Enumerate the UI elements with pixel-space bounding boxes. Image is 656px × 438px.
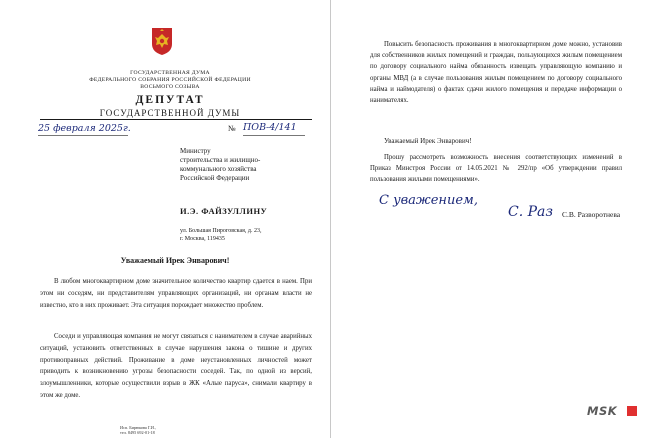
watermark-accent-box bbox=[627, 406, 637, 416]
handwritten-date: 25 февраля 2025г. bbox=[38, 123, 131, 134]
coat-of-arms-emblem bbox=[148, 26, 176, 56]
handwritten-closing: С уважением, bbox=[379, 193, 478, 208]
letter-greeting: Уважаемый Ирек Энварович! bbox=[120, 256, 230, 265]
header-title: ДЕПУТАТ bbox=[135, 94, 205, 106]
addressee-line: Российской Федерации bbox=[180, 174, 250, 182]
letter-greeting: Уважаемый Ирек Энварович! bbox=[384, 137, 472, 145]
body-paragraph: Соседи и управляющая компания не могут связаться с нанимателем в случае аварийных ситуаций, установить ответственных в случае нарушения закона о тишине и других противоправных действий. Проживание в доме неустановленных личностей может приводить к возникновению угрозы безопасности соседей. Так, по одной из версий, злоумышленники, которые осуществили взрыв в ЖК «Алые паруса», снимали квартиру в этом же доме. bbox=[40, 333, 312, 399]
signature: С. Раз bbox=[508, 204, 554, 220]
executor-phone: тел. 8495 692-01-18 bbox=[120, 430, 155, 435]
watermark-logo bbox=[587, 404, 647, 418]
letter-page-2 bbox=[331, 0, 656, 438]
handwritten-number: ПОВ-4/141 bbox=[243, 122, 297, 133]
header-duma: ГОСУДАРСТВЕННАЯ ДУМА bbox=[130, 70, 210, 76]
body-paragraph: Прошу рассмотреть возможность внесения соответствующих изменений в Приказ Минстроя России от 14.05.2021 № 292/пр «Об утверждении правил пользования жилыми помещениями». bbox=[370, 154, 622, 184]
addressee-city: г. Москва, 119435 bbox=[180, 236, 225, 242]
addressee-line: строительства и жилищно- bbox=[180, 156, 261, 164]
addressee-name: И.Э. ФАЙЗУЛЛИНУ bbox=[180, 206, 268, 216]
signer-name: С.В. Разворотнева bbox=[562, 210, 621, 219]
addressee-line: Министру bbox=[180, 147, 211, 155]
body-paragraph: Повысить безопасность проживания в многоквартирном доме можно, установив для собственников жилых помещений и граждан, пользующихся жилым помещением по договору социального найма обязанность извещать управляющую компанию и органы МВД (а в случае пользования жилым помещением по договору социального найма и наймодателя) о фактах сдачи жилого помещения и передаче информации о нанимателях. bbox=[370, 41, 622, 105]
body-paragraph: В любом многоквартирном доме значительное количество квартир сдается в наем. При этом ни соседям, ни представителям управляющих организаций, ни органам власти не известно, кто в них проживает. Эта ситуация порождает множество проблем. bbox=[40, 278, 312, 309]
number-label: № bbox=[228, 124, 236, 133]
header-subtitle: ГОСУДАРСТВЕННОЙ ДУМЫ bbox=[99, 108, 241, 118]
number-underline bbox=[243, 135, 305, 136]
header-convocation: ВОСЬМОГО СОЗЫВА bbox=[140, 84, 200, 90]
header-federal-assembly: ФЕДЕРАЛЬНОГО СОБРАНИЯ РОССИЙСКОЙ ФЕДЕРАЦИИ bbox=[89, 77, 251, 83]
date-underline bbox=[38, 135, 128, 136]
addressee-line: коммунального хозяйства bbox=[180, 165, 257, 173]
watermark-text: MSK bbox=[587, 404, 618, 418]
addressee-street: ул. Большая Пироговская, д. 23, bbox=[180, 228, 262, 234]
header-divider bbox=[40, 119, 312, 120]
executor-name: Исп. Бирюкова Г.И., bbox=[120, 425, 156, 430]
